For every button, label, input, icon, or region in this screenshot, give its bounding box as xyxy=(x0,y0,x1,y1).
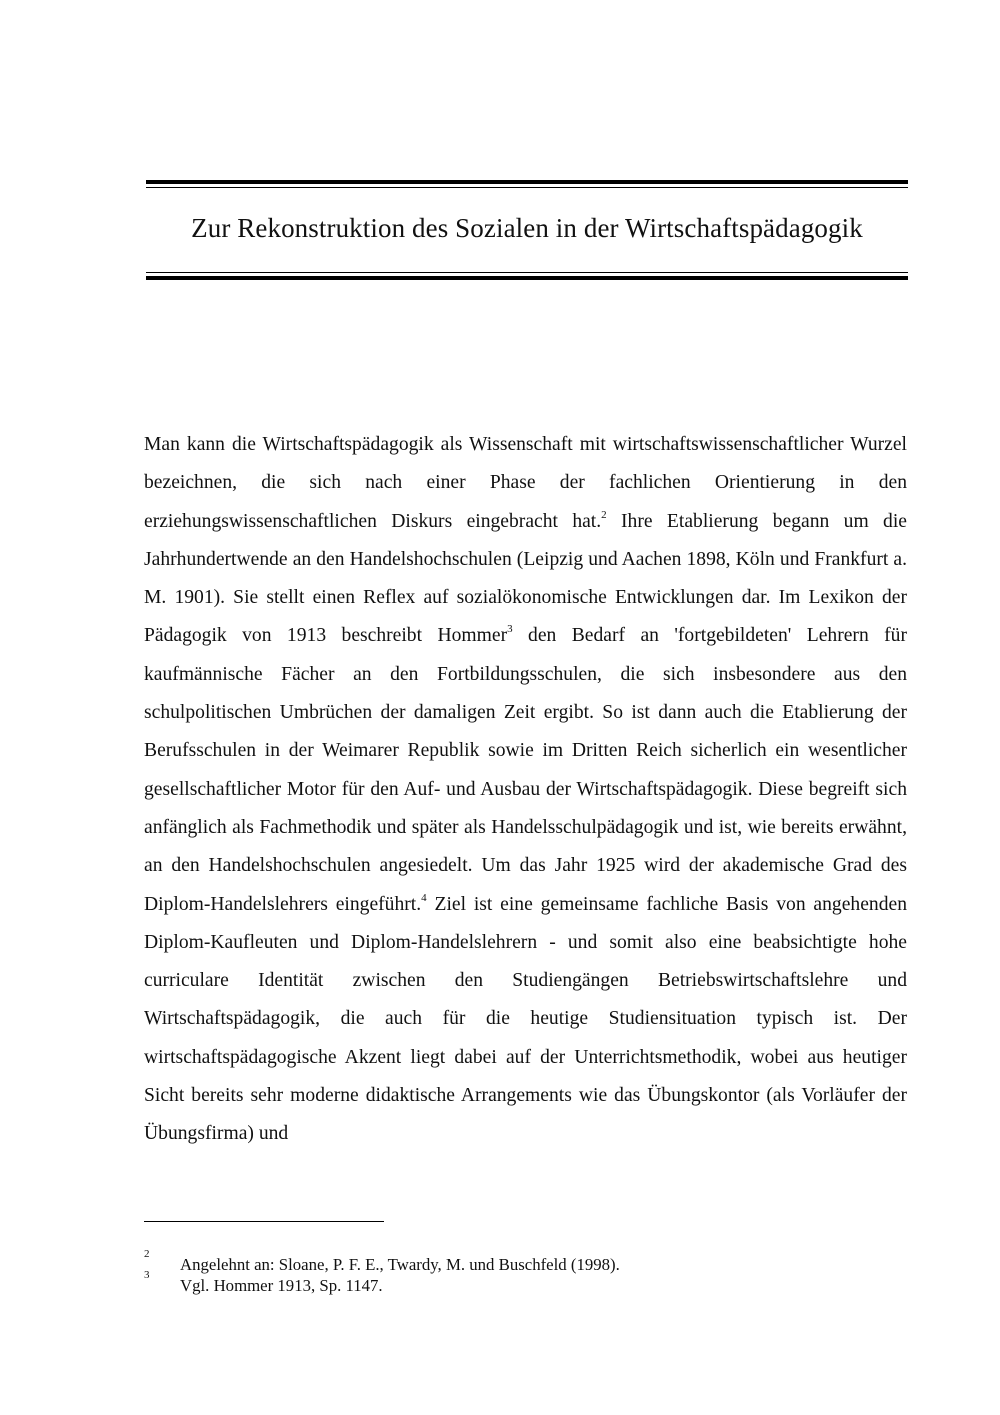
body-segment-1: Man kann die Wirtschaftspädagogik als Wissenschaft mit wirtschaftswissenschaftlicher Wurzel bezeichnen, die sich nach einer Phase der fachlichen Orientierung in den erziehungswissenschaftlichen Diskurs eingebracht hat. xyxy=(144,434,907,532)
footnote-separator xyxy=(144,1221,384,1222)
page-title: Zur Rekonstruktion des Sozialen in der Wirtschaftspädagogik xyxy=(191,213,863,243)
title-rule-bottom-thick xyxy=(146,276,908,280)
title-rule-bottom xyxy=(146,272,908,280)
footnote-text: Angelehnt an: Sloane, P. F. E., Twardy, M. und Buschfeld (1998). xyxy=(180,1255,620,1274)
title-rule-bottom-thin xyxy=(146,272,908,273)
footnote-3 xyxy=(144,1269,907,1296)
title-rule-top xyxy=(146,180,908,188)
footnote-ref-2: 2 xyxy=(601,508,607,521)
footnote-ref-4: 4 xyxy=(421,891,427,904)
footnote-text: Vgl. Hommer 1913, Sp. 1147. xyxy=(180,1276,383,1295)
title-rule-top-thin xyxy=(146,187,908,188)
body-segment-2: Ihre Etablierung begann um die Jahrhundertwende an den Handelshochschulen (Leipzig und Aachen 1898, Köln und Frankfurt a. M. 1901). Sie stellt einen Reflex auf sozialökonomische Entwicklungen dar. Im Lexikon der Pädagogik von 1913 beschreibt Hommer xyxy=(144,510,907,647)
body-segment-4: Ziel ist eine gemeinsame fachliche Basis von angehenden Diplom-Kaufleuten und Diplom-Handelslehrern - und somit also eine beabsichtigte hohe curriculare Identität zwischen den Studiengängen Betriebswirtschaftslehre und Wirtschaftspädagogik, die auch für die heutige Studiensituation typisch ist. Der wirtschaftspädagogische Akzent liegt dabei auf der Unterrichtsmethodik, wobei aus heutiger Sicht bereits sehr moderne didaktische Arrangements wie das Übungskontor (als Vorläufer der Übungsfirma) und xyxy=(144,893,908,1145)
footnote-number: 2 xyxy=(144,1248,150,1260)
footnote-ref-3: 3 xyxy=(507,623,513,636)
footnote-2 xyxy=(144,1248,907,1275)
body-segment-3: den Bedarf an 'fortgebildeten' Lehrern für kaufmännische Fächer an den Fortbildungsschulen, die sich insbesondere aus den schulpolitischen Umbrüchen der damaligen Zeit ergibt. So ist dann auch die Etablierung der Berufsschulen in der Weimarer Republik sowie im Dritten Reich sicherlich ein wesentlicher gesellschaftlicher Motor für den Auf- und Ausbau der Wirtschaftspädagogik. Diese begreift sich anfänglich als Fachmethodik und später als Handelsschulpädagogik und ist, wie bereits erwähnt, an den Handelshochschulen angesiedelt. Um das Jahr 1925 wird der akademische Grad des Diplom-Handelslehrers eingeführt. xyxy=(144,625,908,915)
footnotes xyxy=(144,1248,907,1296)
footnote-number: 3 xyxy=(144,1269,150,1281)
body-paragraph xyxy=(144,426,907,1154)
title-rule-top-thick xyxy=(146,180,908,184)
